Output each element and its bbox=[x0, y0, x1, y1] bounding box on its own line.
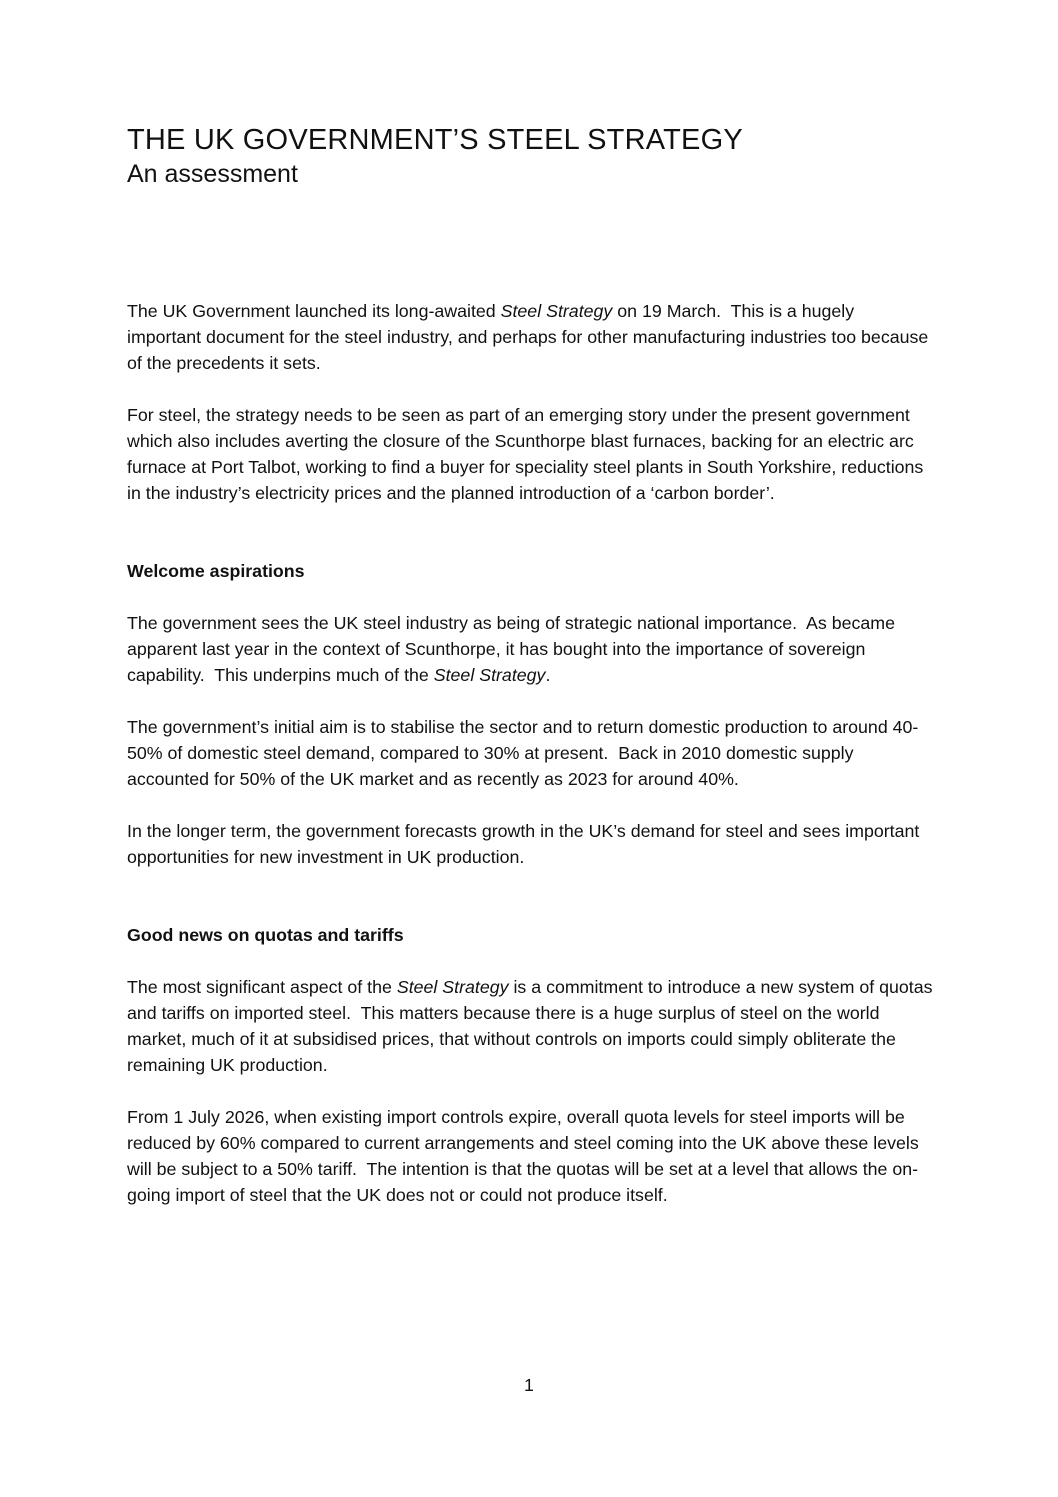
text-run: on 19 March. This is a hugely important document for the steel industry, and perhaps for other manufacturing industries too because of the precedents it sets. bbox=[127, 301, 934, 373]
paragraph bbox=[127, 610, 933, 688]
page-title: THE UK GOVERNMENT’S STEEL STRATEGY bbox=[127, 124, 743, 156]
document-body bbox=[127, 298, 938, 1208]
text-run: The government’s initial aim is to stabilise the sector and to return domestic production to around 40-50% of domestic steel demand, compared to 30% at present. Back in 2010 domestic supply accounted for 50% of the UK market and as recently as 2023 for around 40%. bbox=[127, 717, 919, 789]
paragraph bbox=[127, 714, 933, 792]
page-number: 1 bbox=[524, 1375, 534, 1395]
text-run: The most significant aspect of the bbox=[127, 977, 397, 997]
italic-text-run: Steel Strategy bbox=[433, 665, 546, 685]
section-heading bbox=[127, 558, 933, 584]
document-content bbox=[127, 0, 938, 1234]
section-heading bbox=[127, 922, 933, 948]
text-run: For steel, the strategy needs to be seen as part of an emerging story under the present government which also includes averting the closure of the Scunthorpe blast furnaces, backing for an electric arc furnace at Port Talbot, working to find a buyer for speciality steel plants in South Yorkshire, reductions in the industry’s electricity prices and the planned introduction of a ‘carbon border’. bbox=[127, 405, 929, 503]
text-run: The UK Government launched its long-awaited bbox=[127, 301, 501, 321]
italic-text-run: Steel Strategy bbox=[396, 977, 509, 997]
text-run: In the longer term, the government forecasts growth in the UK’s demand for steel and sees important opportunities for new investment in UK production. bbox=[127, 821, 925, 867]
text-run: is a commitment to introduce a new system of quotas and tariffs on imported steel. This matters because there is a huge surplus of steel on the world market, much of it at subsidised prices, that without controls on imports could simply obliterate the remaining UK production. bbox=[127, 977, 938, 1075]
paragraph bbox=[127, 974, 938, 1078]
text-run: The government sees the UK steel industry as being of strategic national importance. As became apparent last year in the context of Scunthorpe, it has bought into the importance of sovereign capability. This underpins much of the bbox=[127, 613, 900, 685]
paragraph bbox=[127, 1104, 933, 1208]
text-run: From 1 July 2026, when existing import controls expire, overall quota levels for steel imports will be reduced by 60% compared to current arrangements and steel coming into the UK above these levels will be subject to a 50% tariff. The intention is that the quotas will be set at a level that allows the on-going import of steel that the UK does not or could not produce itself. bbox=[127, 1107, 924, 1205]
text-run: Good news on quotas and tariffs bbox=[127, 925, 404, 945]
italic-text-run: Steel Strategy bbox=[500, 301, 613, 321]
text-run: . bbox=[545, 665, 551, 685]
page-subtitle: An assessment bbox=[127, 160, 298, 188]
paragraph bbox=[127, 402, 933, 506]
paragraph bbox=[127, 298, 933, 376]
paragraph bbox=[127, 818, 933, 870]
text-run: Welcome aspirations bbox=[127, 561, 305, 581]
